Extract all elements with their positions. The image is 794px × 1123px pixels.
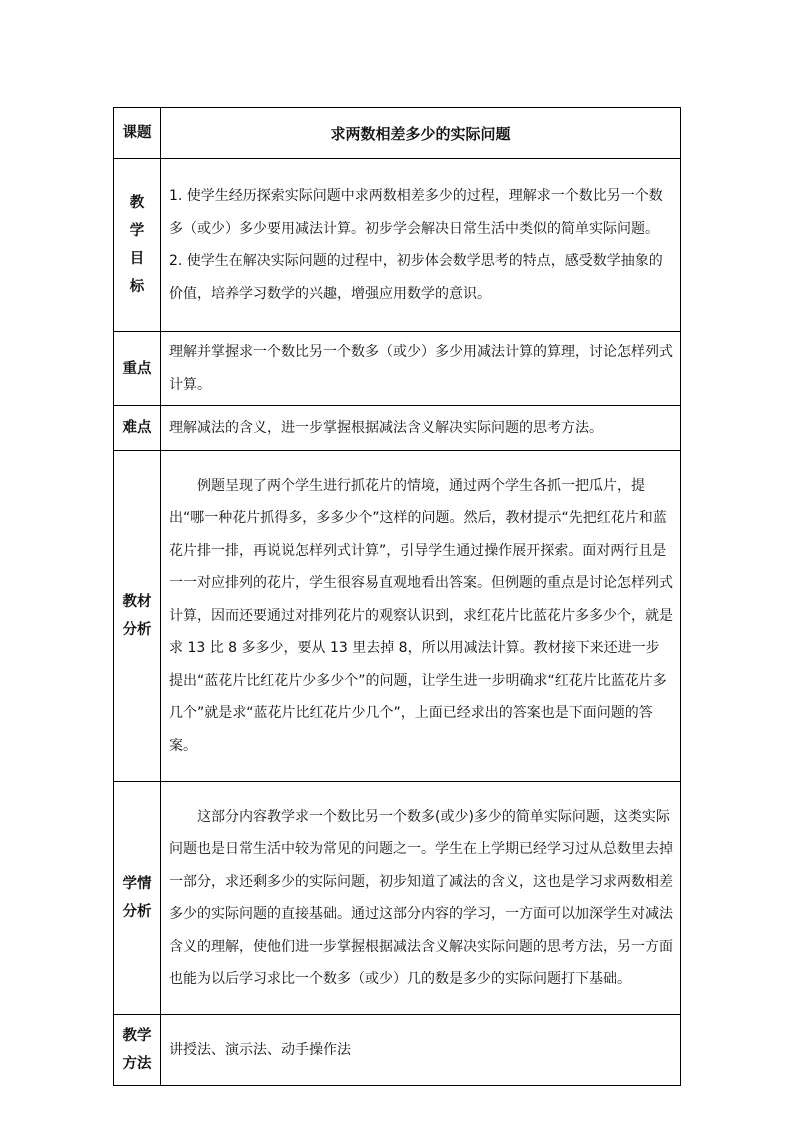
label-goals bbox=[114, 159, 161, 332]
label-goals-char: 教 bbox=[129, 195, 145, 211]
label-title: 课题 bbox=[114, 108, 161, 159]
label-goals-char: 目 bbox=[129, 251, 145, 267]
key-point-content: 理解并掌握求一个数比另一个数多（或少）多少用减法计算的算理，讨论怎样列式计算。 bbox=[161, 332, 681, 406]
goals-content bbox=[161, 159, 681, 332]
label-line: 教材 bbox=[122, 594, 152, 610]
row-goals bbox=[114, 159, 681, 332]
label-textbook-analysis bbox=[114, 451, 161, 782]
teaching-method-content: 讲授法、演示法、动手操作法 bbox=[161, 1015, 681, 1086]
row-teaching-method bbox=[114, 1015, 681, 1086]
row-title bbox=[114, 108, 681, 159]
label-difficulty: 难点 bbox=[114, 406, 161, 451]
row-key-point bbox=[114, 332, 681, 406]
label-student-analysis bbox=[114, 782, 161, 1015]
row-student-analysis bbox=[114, 782, 681, 1015]
difficulty-content: 理解减法的含义，进一步掌握根据减法含义解决实际问题的思考方法。 bbox=[161, 406, 681, 451]
label-line: 方法 bbox=[122, 1056, 152, 1072]
label-line: 分析 bbox=[122, 904, 152, 920]
label-line: 分析 bbox=[122, 622, 152, 638]
goal-item: 2. 使学生在解决实际问题的过程中，初步体会数学思考的特点，感受数学抽象的价值，培养学习数学的兴趣，增强应用数学的意识。 bbox=[169, 253, 663, 302]
label-line: 学情 bbox=[122, 876, 152, 892]
label-key-point: 重点 bbox=[114, 332, 161, 406]
row-difficulty bbox=[114, 406, 681, 451]
goal-item: 1. 使学生经历探索实际问题中求两数相差多少的过程，理解求一个数比另一个数多（或少）多少要用减法计算。初步学会解决日常生活中类似的简单实际问题。 bbox=[169, 188, 663, 237]
label-goals-char: 学 bbox=[129, 223, 145, 239]
lesson-plan-table bbox=[113, 107, 681, 1086]
lesson-title: 求两数相差多少的实际问题 bbox=[161, 108, 681, 159]
label-goals-char: 标 bbox=[129, 279, 145, 295]
student-analysis-paragraph: 这部分内容教学求一个数比另一个数多(或少)多少的简单实际问题，这类实际问题也是日常生活中较为常见的问题之一。学生在上学期已经学习过从总数里去掉一部分，求还剩多少的实际问题，初步知道了减法的含义，这也是学习求两数相差多少的实际问题的直接基础。通过这部分内容的学习，一方面可以加深学生对减法含义的理解，使他们进一步掌握根据减法含义解决实际问题的思考方法，另一方面也能为以后学习求比一个数多（或少）几的数是多少的实际问题打下基础。 bbox=[169, 808, 673, 987]
label-line: 教学 bbox=[122, 1028, 152, 1044]
label-teaching-method bbox=[114, 1015, 161, 1086]
textbook-analysis-content bbox=[161, 451, 681, 782]
textbook-analysis-paragraph: 例题呈现了两个学生进行抓花片的情境，通过两个学生各抓一把瓜片，提出“哪一种花片抓得多，多多少个”这样的问题。然后，教材提示“先把红花片和蓝花片排一排，再说说怎样列式计算”，引导学生通过操作展开探索。面对两行且是一一对应排列的花片，学生很容易直观地看出答案。但例题的重点是讨论怎样列式计算，因而还要通过对排列花片的观察认识到，求红花片比蓝花片多多少个，就是求 13 比 8 多多少，要从 13 里去掉 8，所以用减法计算。教材接下来还进一步提出“蓝花片比红花片少多少个”的问题，让学生进一步明确求“红花片比蓝花片多几个”就是求“蓝花片比红花片少几个”，上面已经求出的答案也是下面问题的答案。 bbox=[169, 477, 673, 754]
row-textbook-analysis bbox=[114, 451, 681, 782]
student-analysis-content bbox=[161, 782, 681, 1015]
